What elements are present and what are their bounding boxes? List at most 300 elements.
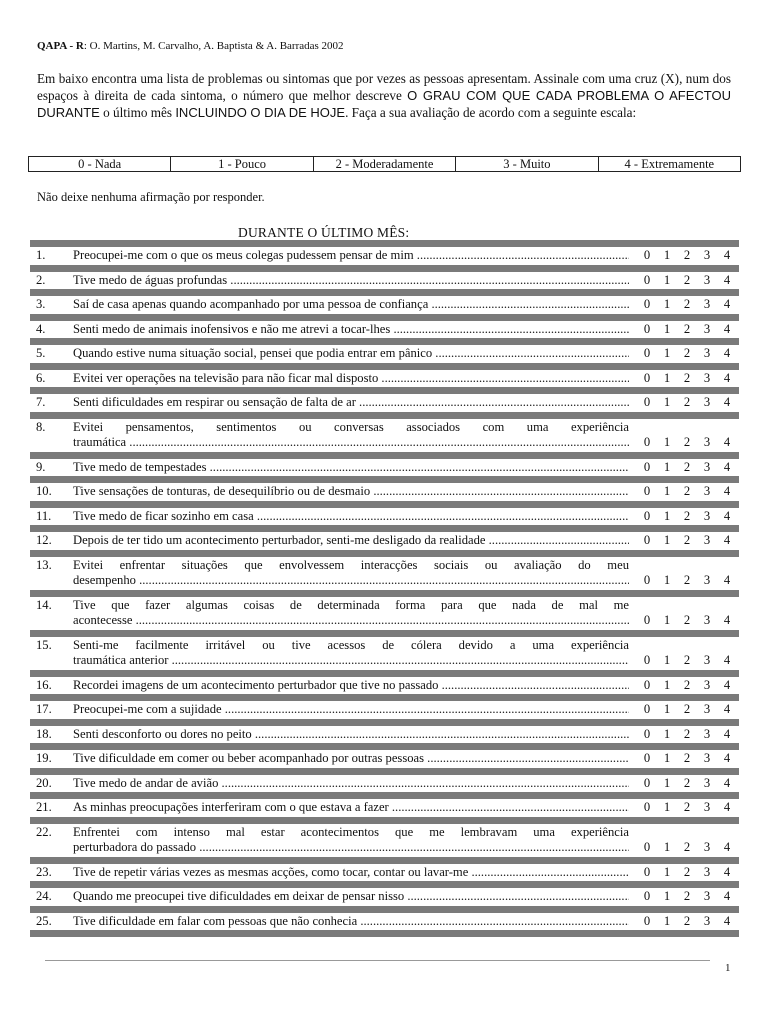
- item-number: 3.: [36, 297, 46, 311]
- list-item: [30, 394, 739, 412]
- score-options: [629, 248, 739, 264]
- list-item: [30, 913, 739, 931]
- item-number: 24.: [36, 889, 52, 903]
- row-separator: [30, 525, 739, 532]
- list-item: [30, 677, 739, 695]
- score-option-0[interactable]: 0: [643, 346, 651, 360]
- item-text-line: Quando estive numa situação social, pensei que podia entrar em pânico .....: [73, 346, 629, 362]
- row-separator: [30, 314, 739, 321]
- score-option-3[interactable]: 3: [703, 484, 711, 498]
- score-option-0[interactable]: 0: [643, 248, 651, 262]
- score-option-1[interactable]: 1: [663, 751, 671, 765]
- item-number: 16.: [36, 677, 52, 692]
- item-text: [73, 865, 629, 881]
- item-text-line: Senti desconforto ou dores no peito .....: [73, 727, 629, 743]
- item-number: 17.: [36, 702, 52, 716]
- item-number: 12.: [36, 533, 52, 547]
- item-text: [73, 420, 629, 451]
- item-text-line: Depois de ter tido um acontecimento perturbador, senti-me desligado da realidade .....: [73, 533, 629, 549]
- footer-divider: [45, 960, 710, 961]
- score-option-0[interactable]: 0: [643, 484, 651, 498]
- item-text: [73, 371, 629, 387]
- score-options: [629, 573, 739, 589]
- item-number: 9.: [36, 459, 46, 474]
- rating-scale-table: [28, 156, 741, 172]
- score-option-0[interactable]: 0: [643, 702, 651, 716]
- score-option-4[interactable]: 4: [723, 272, 731, 287]
- item-text-line: Preocupei-me com o que os meus colegas pudessem pensar de mim .....: [73, 248, 629, 264]
- item-text-line: Tive medo de andar de avião .....: [73, 776, 629, 792]
- list-item: [30, 557, 739, 590]
- item-number: 2.: [36, 272, 46, 287]
- score-option-4[interactable]: 4: [723, 864, 731, 879]
- score-option-2[interactable]: 2: [683, 370, 691, 385]
- item-text-line: Tive medo de tempestades .....: [73, 460, 629, 476]
- score-options: [629, 751, 739, 767]
- instructions-emphasis-1: O GRAU COM QUE CADA PROBLEMA O AFECTOU DURANTE: [37, 88, 731, 120]
- item-text-line: perturbadora do passado .....: [73, 840, 629, 856]
- score-option-1[interactable]: 1: [663, 653, 671, 667]
- item-text: [73, 776, 629, 792]
- item-text: [73, 509, 629, 525]
- score-option-4[interactable]: 4: [723, 613, 731, 627]
- score-options: [629, 435, 739, 451]
- score-option-4[interactable]: 4: [723, 435, 731, 449]
- score-option-0[interactable]: 0: [643, 913, 651, 928]
- score-option-3[interactable]: 3: [703, 913, 711, 928]
- score-option-2[interactable]: 2: [683, 800, 691, 814]
- item-text: [73, 638, 629, 669]
- instructions-part-3: . Faça a sua avaliação de acordo com a seguinte escala:: [345, 105, 637, 120]
- score-options: [629, 460, 739, 476]
- list-item: [30, 824, 739, 857]
- score-option-4[interactable]: 4: [723, 533, 731, 547]
- score-option-0[interactable]: 0: [643, 653, 651, 667]
- row-separator: [30, 630, 739, 637]
- item-number: 13.: [36, 557, 52, 572]
- section-title: DURANTE O ÚLTIMO MÊS:: [238, 225, 410, 240]
- score-option-2[interactable]: 2: [683, 508, 691, 523]
- item-text-line: Senti medo de animais inofensivos e não me atrevi a tocar-lhes .....: [73, 322, 629, 338]
- row-separator: [30, 501, 739, 508]
- row-separator: [30, 719, 739, 726]
- item-number: 14.: [36, 597, 52, 612]
- score-option-0[interactable]: 0: [643, 395, 651, 409]
- score-option-4[interactable]: 4: [723, 484, 731, 498]
- item-text-line: acontecesse .....: [73, 613, 629, 629]
- score-option-0[interactable]: 0: [643, 751, 651, 765]
- scale-cell-1: 1 - Pouco: [171, 157, 313, 171]
- score-options: [629, 889, 739, 905]
- score-options: [629, 840, 739, 856]
- item-text-line: As minhas preocupações interferiram com o que estava a fazer .....: [73, 800, 629, 816]
- score-option-1[interactable]: 1: [663, 702, 671, 716]
- score-option-2[interactable]: 2: [683, 533, 691, 547]
- item-text-line: desempenho .....: [73, 573, 629, 589]
- row-separator: [30, 265, 739, 272]
- list-item: [30, 888, 739, 906]
- authors-line: [37, 40, 344, 52]
- score-options: [629, 800, 739, 816]
- score-option-3[interactable]: 3: [703, 533, 711, 547]
- score-option-0[interactable]: 0: [643, 321, 651, 336]
- row-separator: [30, 670, 739, 677]
- score-option-2[interactable]: 2: [683, 775, 691, 790]
- score-option-1[interactable]: 1: [663, 248, 671, 262]
- item-text-line: Tive medo de ficar sozinho em casa .....: [73, 509, 629, 525]
- score-option-1[interactable]: 1: [663, 435, 671, 449]
- item-number: 23.: [36, 864, 52, 879]
- score-option-1[interactable]: 1: [663, 573, 671, 587]
- score-options: [629, 727, 739, 743]
- item-number: 18.: [36, 726, 52, 741]
- list-item: [30, 247, 739, 265]
- score-option-1[interactable]: 1: [663, 840, 671, 854]
- score-options: [629, 613, 739, 629]
- score-option-1[interactable]: 1: [663, 272, 671, 287]
- authors-text: : O. Martins, M. Carvalho, A. Baptista & A. Barradas 2002: [83, 40, 344, 52]
- score-options: [629, 395, 739, 411]
- item-number: 6.: [36, 370, 46, 385]
- row-separator: [30, 881, 739, 888]
- row-separator: [30, 452, 739, 459]
- score-option-1[interactable]: 1: [663, 726, 671, 741]
- score-option-0[interactable]: 0: [643, 508, 651, 523]
- score-option-0[interactable]: 0: [643, 889, 651, 903]
- score-option-4[interactable]: 4: [723, 248, 731, 262]
- score-option-2[interactable]: 2: [683, 702, 691, 716]
- score-option-3[interactable]: 3: [703, 864, 711, 879]
- score-option-3[interactable]: 3: [703, 573, 711, 587]
- item-text-line: Tive de repetir várias vezes as mesmas acções, como tocar, contar ou lavar-me .....: [73, 865, 629, 881]
- score-option-4[interactable]: 4: [723, 370, 731, 385]
- item-text-line: Quando me preocupei tive dificuldades em deixar de pensar nisso .....: [73, 889, 629, 905]
- list-item: [30, 701, 739, 719]
- row-separator: [30, 743, 739, 750]
- score-option-3[interactable]: 3: [703, 889, 711, 903]
- score-option-3[interactable]: 3: [703, 370, 711, 385]
- score-option-3[interactable]: 3: [703, 840, 711, 854]
- score-option-2[interactable]: 2: [683, 751, 691, 765]
- score-option-1[interactable]: 1: [663, 395, 671, 409]
- row-separator: [30, 289, 739, 296]
- score-options: [629, 322, 739, 338]
- score-option-3[interactable]: 3: [703, 272, 711, 287]
- list-item: [30, 597, 739, 630]
- score-option-3[interactable]: 3: [703, 435, 711, 449]
- score-option-4[interactable]: 4: [723, 395, 731, 409]
- score-option-4[interactable]: 4: [723, 346, 731, 360]
- score-option-2[interactable]: 2: [683, 889, 691, 903]
- score-option-4[interactable]: 4: [723, 702, 731, 716]
- item-text: [73, 889, 629, 905]
- score-options: [629, 484, 739, 500]
- scale-cell-4: 4 - Extremamente: [624, 157, 715, 171]
- score-option-0[interactable]: 0: [643, 459, 651, 474]
- list-item: [30, 370, 739, 388]
- row-separator: [30, 590, 739, 597]
- score-options: [629, 273, 739, 289]
- score-option-0[interactable]: 0: [643, 864, 651, 879]
- item-text-line: Evitei ver operações na televisão para não ficar mal disposto .....: [73, 371, 629, 387]
- row-separator: [30, 817, 739, 824]
- item-number: 8.: [36, 419, 46, 434]
- instructions-emphasis-2: INCLUINDO O DIA DE HOJE: [175, 105, 346, 120]
- score-option-0[interactable]: 0: [643, 840, 651, 854]
- score-option-3[interactable]: 3: [703, 702, 711, 716]
- list-item: [30, 508, 739, 526]
- item-text: [73, 800, 629, 816]
- item-text: [73, 914, 629, 930]
- score-option-3[interactable]: 3: [703, 346, 711, 360]
- score-option-1[interactable]: 1: [663, 889, 671, 903]
- score-option-3[interactable]: 3: [703, 800, 711, 814]
- item-number: 21.: [36, 800, 52, 814]
- score-option-1[interactable]: 1: [663, 370, 671, 385]
- instructions-part-2: o último mês: [99, 105, 176, 120]
- instructions: [37, 70, 731, 121]
- score-option-4[interactable]: 4: [723, 800, 731, 814]
- item-text-line: Preocupei-me com a sujidade .....: [73, 702, 629, 718]
- row-separator: [30, 338, 739, 345]
- score-option-0[interactable]: 0: [643, 775, 651, 790]
- score-option-4[interactable]: 4: [723, 297, 731, 311]
- score-option-4[interactable]: 4: [723, 889, 731, 903]
- score-option-3[interactable]: 3: [703, 508, 711, 523]
- item-text: [73, 248, 629, 264]
- score-option-2[interactable]: 2: [683, 613, 691, 627]
- score-option-4[interactable]: 4: [723, 653, 731, 667]
- list-item: [30, 321, 739, 339]
- list-item: [30, 637, 739, 670]
- score-option-1[interactable]: 1: [663, 321, 671, 336]
- item-number: 25.: [36, 913, 52, 928]
- score-option-0[interactable]: 0: [643, 272, 651, 287]
- score-option-3[interactable]: 3: [703, 395, 711, 409]
- item-text-line: Tive dificuldade em falar com pessoas que não conhecia .....: [73, 914, 629, 930]
- row-separator: [30, 930, 739, 937]
- item-text: [73, 395, 629, 411]
- list-item: [30, 750, 739, 768]
- item-number: 15.: [36, 637, 52, 652]
- list-item: [30, 864, 739, 882]
- item-text-line: Senti dificuldades em respirar ou sensação de falta de ar .....: [73, 395, 629, 411]
- score-option-4[interactable]: 4: [723, 677, 731, 692]
- instructions-part-1: Em baixo encontra uma lista de problemas ou sintomas que por vezes as pessoas apresentam. Assinale com uma cruz (X), num dos espaços à direita de cada sintoma, o número que melhor descreve: [37, 71, 731, 103]
- item-number: 4.: [36, 321, 46, 336]
- score-option-4[interactable]: 4: [723, 321, 731, 336]
- score-option-4[interactable]: 4: [723, 508, 731, 523]
- item-number: 20.: [36, 775, 52, 790]
- score-options: [629, 914, 739, 930]
- score-option-1[interactable]: 1: [663, 775, 671, 790]
- score-option-3[interactable]: 3: [703, 677, 711, 692]
- score-option-2[interactable]: 2: [683, 840, 691, 854]
- score-option-1[interactable]: 1: [663, 459, 671, 474]
- score-option-3[interactable]: 3: [703, 775, 711, 790]
- score-option-4[interactable]: 4: [723, 775, 731, 790]
- scale-cell-3: 3 - Muito: [456, 157, 598, 171]
- score-option-2[interactable]: 2: [683, 864, 691, 879]
- row-separator: [30, 694, 739, 701]
- item-text-line: Tive que fazer algumas coisas de determinada forma para que nada de mal me: [73, 597, 629, 612]
- score-options: [629, 509, 739, 525]
- list-item: [30, 296, 739, 314]
- item-text-line: Enfrentei com intenso mal estar acontecimentos que me lembravam uma experiência: [73, 824, 629, 839]
- score-option-1[interactable]: 1: [663, 533, 671, 547]
- score-options: [629, 297, 739, 313]
- item-text: [73, 751, 629, 767]
- score-options: [629, 533, 739, 549]
- item-number: 1.: [36, 248, 46, 262]
- item-text-line: Tive dificuldade em comer ou beber acompanhado por outras pessoas .....: [73, 751, 629, 767]
- scale-cell-2: 2 - Moderadamente: [314, 157, 456, 171]
- list-item: [30, 775, 739, 793]
- scale-cell-0: 0 - Nada: [29, 157, 171, 171]
- item-text-line: traumática anterior .....: [73, 653, 629, 669]
- page-number: 1: [725, 962, 731, 974]
- score-option-0[interactable]: 0: [643, 435, 651, 449]
- list-item: [30, 483, 739, 501]
- row-separator: [30, 550, 739, 557]
- score-option-0[interactable]: 0: [643, 726, 651, 741]
- list-item: [30, 459, 739, 477]
- score-option-1[interactable]: 1: [663, 508, 671, 523]
- score-option-1[interactable]: 1: [663, 346, 671, 360]
- score-option-4[interactable]: 4: [723, 459, 731, 474]
- row-separator: [30, 476, 739, 483]
- list-item: [30, 272, 739, 290]
- list-item: [30, 726, 739, 744]
- score-option-4[interactable]: 4: [723, 751, 731, 765]
- item-text: [73, 460, 629, 476]
- answer-all-note: Não deixe nenhuma afirmação por responder.: [37, 190, 265, 204]
- item-text: [73, 346, 629, 362]
- item-text: [73, 702, 629, 718]
- items-list: [30, 240, 739, 937]
- score-option-2[interactable]: 2: [683, 459, 691, 474]
- item-text: [73, 273, 629, 289]
- score-option-2[interactable]: 2: [683, 653, 691, 667]
- score-option-2[interactable]: 2: [683, 484, 691, 498]
- score-options: [629, 776, 739, 792]
- item-text: [73, 727, 629, 743]
- score-option-2[interactable]: 2: [683, 913, 691, 928]
- score-options: [629, 678, 739, 694]
- item-text-line: traumática .....: [73, 435, 629, 451]
- item-text: [73, 558, 629, 589]
- score-option-2[interactable]: 2: [683, 435, 691, 449]
- score-option-3[interactable]: 3: [703, 613, 711, 627]
- score-option-0[interactable]: 0: [643, 297, 651, 311]
- score-option-2[interactable]: 2: [683, 726, 691, 741]
- score-option-0[interactable]: 0: [643, 573, 651, 587]
- score-option-3[interactable]: 3: [703, 321, 711, 336]
- score-option-2[interactable]: 2: [683, 677, 691, 692]
- score-option-1[interactable]: 1: [663, 297, 671, 311]
- item-text-line: Tive medo de águas profundas .....: [73, 273, 629, 289]
- score-option-1[interactable]: 1: [663, 484, 671, 498]
- score-option-2[interactable]: 2: [683, 395, 691, 409]
- item-number: 11.: [36, 508, 52, 523]
- row-separator: [30, 768, 739, 775]
- score-option-2[interactable]: 2: [683, 321, 691, 336]
- row-separator: [30, 792, 739, 799]
- item-text: [73, 297, 629, 313]
- item-text-line: Evitei pensamentos, sentimentos ou conversas associados com uma experiência: [73, 419, 629, 434]
- item-text: [73, 533, 629, 549]
- row-separator: [30, 363, 739, 370]
- score-options: [629, 346, 739, 362]
- score-option-4[interactable]: 4: [723, 726, 731, 741]
- list-item: [30, 419, 739, 452]
- row-separator: [30, 857, 739, 864]
- questionnaire-code: QAPA - R: [37, 40, 84, 52]
- item-number: 22.: [36, 824, 52, 839]
- score-options: [629, 865, 739, 881]
- score-option-1[interactable]: 1: [663, 677, 671, 692]
- score-option-3[interactable]: 3: [703, 459, 711, 474]
- item-text: [73, 678, 629, 694]
- item-text: [73, 484, 629, 500]
- item-number: 19.: [36, 751, 52, 765]
- score-option-3[interactable]: 3: [703, 726, 711, 741]
- score-option-4[interactable]: 4: [723, 913, 731, 928]
- list-item: [30, 799, 739, 817]
- item-text: [73, 598, 629, 629]
- score-option-2[interactable]: 2: [683, 573, 691, 587]
- score-option-0[interactable]: 0: [643, 533, 651, 547]
- score-option-3[interactable]: 3: [703, 248, 711, 262]
- item-text: [73, 322, 629, 338]
- item-text-line: Saí de casa apenas quando acompanhado por uma pessoa de confiança .....: [73, 297, 629, 313]
- score-options: [629, 653, 739, 669]
- score-option-4[interactable]: 4: [723, 573, 731, 587]
- score-option-0[interactable]: 0: [643, 677, 651, 692]
- score-options: [629, 702, 739, 718]
- score-option-0[interactable]: 0: [643, 370, 651, 385]
- score-option-2[interactable]: 2: [683, 346, 691, 360]
- score-options: [629, 371, 739, 387]
- item-text-line: Tive sensações de tonturas, de desequilíbrio ou de desmaio .....: [73, 484, 629, 500]
- score-option-2[interactable]: 2: [683, 248, 691, 262]
- row-separator: [30, 906, 739, 913]
- item-text-line: Senti-me facilmente irritável ou tive acessos de cólera devido a uma experiência: [73, 637, 629, 652]
- score-option-3[interactable]: 3: [703, 297, 711, 311]
- score-option-0[interactable]: 0: [643, 613, 651, 627]
- list-item: [30, 345, 739, 363]
- score-option-3[interactable]: 3: [703, 751, 711, 765]
- score-option-0[interactable]: 0: [643, 800, 651, 814]
- score-option-3[interactable]: 3: [703, 653, 711, 667]
- item-text-line: Recordei imagens de um acontecimento perturbador que tive no passado .....: [73, 678, 629, 694]
- score-option-1[interactable]: 1: [663, 800, 671, 814]
- item-number: 5.: [36, 346, 46, 360]
- row-separator: [30, 412, 739, 419]
- item-text: [73, 825, 629, 856]
- score-option-2[interactable]: 2: [683, 297, 691, 311]
- score-option-1[interactable]: 1: [663, 864, 671, 879]
- item-text-line: Evitei enfrentar situações que envolvessem interacções sociais ou avaliação do meu: [73, 557, 629, 572]
- item-number: 10.: [36, 484, 52, 498]
- row-separator: [30, 387, 739, 394]
- score-option-1[interactable]: 1: [663, 613, 671, 627]
- row-separator: [30, 240, 739, 247]
- score-option-1[interactable]: 1: [663, 913, 671, 928]
- list-item: [30, 532, 739, 550]
- score-option-4[interactable]: 4: [723, 840, 731, 854]
- score-option-2[interactable]: 2: [683, 272, 691, 287]
